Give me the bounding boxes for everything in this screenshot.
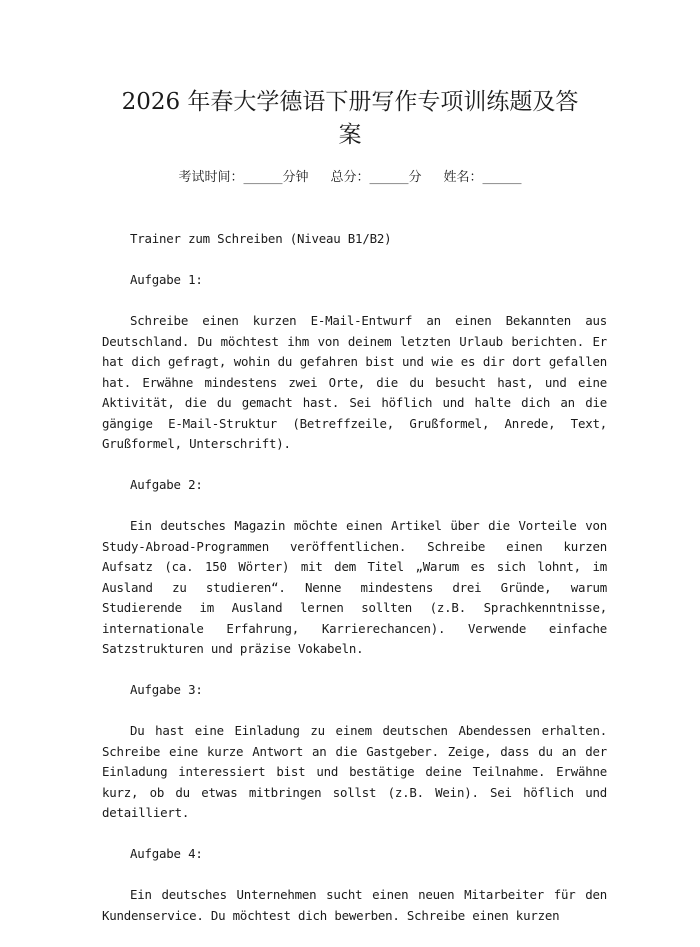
- exam-info-line: [0, 168, 700, 188]
- task-2-text: Ein deutsches Magazin möchte einen Artikel über die Vorteile von Study-Abroad-Programmen veröffentlichen. Schreibe einen kurzen Aufsatz (ca. 150 Wörter) mit dem Titel „Warum es sich lohnt, im Ausland zu studieren“. Nenne mindestens drei Gründe, warum Studierende im Ausland lernen sollten (z.B. Sprachkenntnisse, internationale Erfahrung, Karrierechancen). Verwende einfache Satzstrukturen und präzise Vokabeln.: [102, 518, 607, 656]
- total-score-label: 总分：______分: [330, 170, 422, 185]
- trainer-heading: Trainer zum Schreiben (Niveau B1/B2): [130, 231, 392, 246]
- name-label: 姓名：______: [443, 170, 522, 185]
- task-3-heading: Aufgabe 3:: [130, 682, 203, 697]
- task-3-text: Du hast eine Einladung zu einem deutschen Abendessen erhalten. Schreibe eine kurze Antwort an die Gastgeber. Zeige, dass du an der Einladung interessiert bist und bestätige deine Teilnahme. Erwähne kurz, ob du etwas mitbringen sollst (z.B. Wein). Sei höflich und detailliert.: [102, 723, 607, 820]
- task-4-text: Ein deutsches Unternehmen sucht einen neuen Mitarbeiter für den Kundenservice. Du möchtest dich bewerben. Schreibe einen kurzen: [102, 887, 607, 923]
- document-title-line-2: 案: [338, 122, 362, 148]
- task-1-heading: Aufgabe 1:: [130, 272, 203, 287]
- document-body: [102, 229, 607, 947]
- task-4-heading: Aufgabe 4:: [130, 846, 203, 861]
- document-title-line-1: 2026 年春大学德语下册写作专项训练题及答: [121, 89, 579, 115]
- task-1-text: Schreibe einen kurzen E-Mail-Entwurf an einen Bekannten aus Deutschland. Du möchtest ihm von deinem letzten Urlaub berichten. Er hat dich gefragt, wohin du gefahren bist und wie es dir dort gefallen hat. Erwähne mindestens zwei Orte, die du besucht hast, und eine Aktivität, die du gemacht hast. Sei höflich und halte dich an die gängige E-Mail-Struktur (Betreffzeile, Grußformel, Anrede, Text, Grußformel, Unterschrift).: [102, 313, 607, 451]
- task-2-heading: Aufgabe 2:: [130, 477, 203, 492]
- exam-time-label: 考试时间：______分钟: [178, 170, 309, 185]
